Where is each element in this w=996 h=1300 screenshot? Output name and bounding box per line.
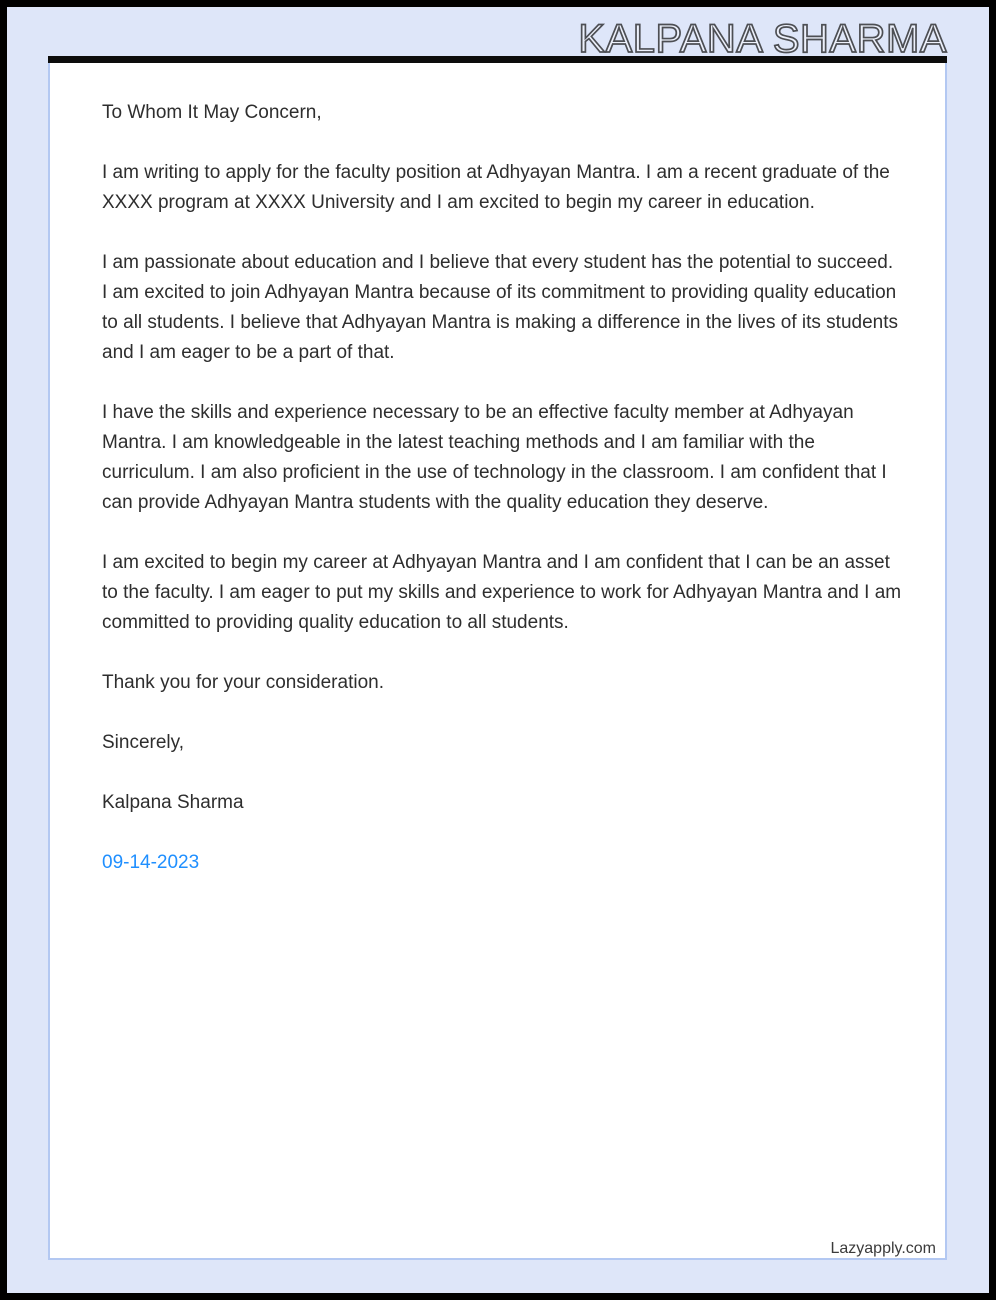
body-paragraph-4: I am excited to begin my career at Adhyayan Mantra and I am confident that I can be an asset to the faculty. I am eager to put my skills and experience to work for Adhyayan Mantra and I am committed to providing quality education to all students.	[102, 552, 902, 633]
body-paragraph-2: I am passionate about education and I believe that every student has the potential to succeed. I am excited to join Adhyayan Mantra because of its commitment to providing quality education to all students. I believe that Adhyayan Mantra is making a difference in the lives of its students and I am eager to be a part of that.	[102, 252, 898, 363]
letter-date: 09-14-2023	[102, 852, 200, 873]
signature-name: Kalpana Sharma	[102, 792, 244, 813]
page-canvas	[7, 7, 989, 1293]
body-paragraph-1: I am writing to apply for the faculty position at Adhyayan Mantra. I am a recent graduate of the XXXX program at XXXX University and I am excited to begin my career in education.	[102, 162, 890, 213]
salutation-line: To Whom It May Concern,	[102, 102, 322, 123]
closing-line: Sincerely,	[102, 732, 185, 753]
thanks-line: Thank you for your consideration.	[102, 672, 384, 693]
lazyapply-watermark: Lazyapply.com	[830, 1240, 936, 1257]
applicant-name-title: KALPANA SHARMA	[578, 17, 947, 61]
body-paragraph-3: I have the skills and experience necessary to be an effective faculty member at Adhyayan Mantra. I am knowledgeable in the latest teaching methods and I am familiar with the curriculum. I am also proficient in the use of technology in the classroom. I am confident that I can provide Adhyayan Mantra students with the quality education they deserve.	[102, 402, 887, 513]
letter-header	[7, 7, 989, 61]
letter-body-panel	[48, 63, 947, 1260]
